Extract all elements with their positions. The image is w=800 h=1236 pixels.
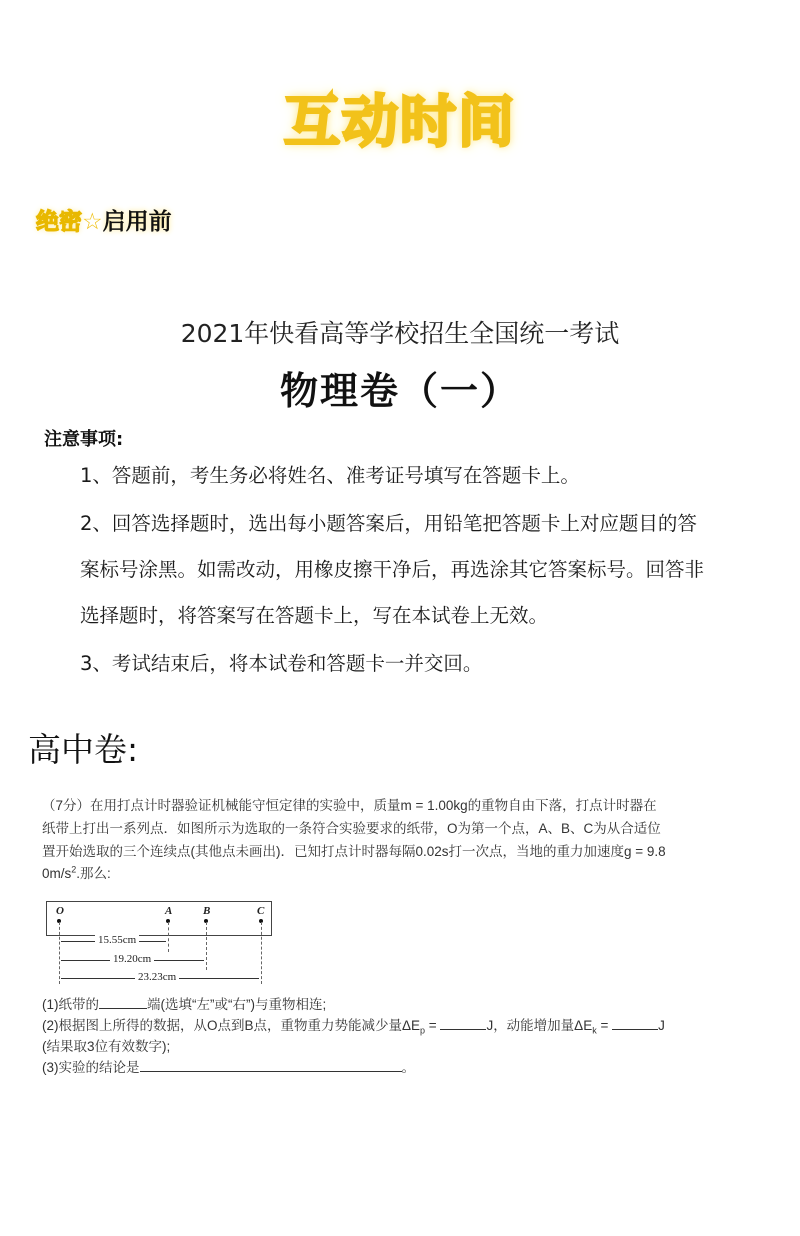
sub-question-3 <box>42 1056 415 1076</box>
subscript: p <box>420 1025 426 1036</box>
subscript: k <box>592 1025 597 1036</box>
point-label-o: O <box>56 905 64 917</box>
confidential-highlight: 绝密 <box>36 209 82 235</box>
question-line: 纸带上打出一系列点．如图所示为选取的一条符合实验要求的纸带，O为第一个点，A、B、C为从合适位 <box>42 821 661 836</box>
unit-text: 0m/s <box>42 866 72 881</box>
ticker-tape <box>46 901 272 936</box>
question-text: (1)纸带的 <box>42 997 99 1012</box>
question-text: = <box>425 1018 441 1033</box>
question-line <box>42 862 111 882</box>
paper-title: 物理卷（一） <box>279 369 520 413</box>
guide-line-a <box>168 922 169 952</box>
exam-title: 2021年快看高等学校招生全国统一考试 <box>180 319 620 348</box>
sub-question-2-note: (结果取3位有效数字); <box>42 1039 171 1054</box>
question-line: 置开始选取的三个连续点(其他点未画出)．已知打点计时器每隔0.02s打一次点，当地的重力加速度g = 9.8 <box>42 844 666 859</box>
question-text: (2)根据图上所得的数据，从O点到B点，重物重力势能减少量ΔE <box>42 1018 421 1033</box>
question-text: .那么: <box>76 866 111 881</box>
answer-blank[interactable] <box>99 996 147 1009</box>
guide-line-o <box>59 922 60 984</box>
distance-ob: 19.20cm <box>110 953 154 965</box>
star-icon: ☆ <box>82 209 103 235</box>
answer-blank[interactable] <box>612 1017 658 1030</box>
answer-blank[interactable] <box>140 1059 402 1072</box>
point-label-c: C <box>257 905 265 917</box>
question-text: 。 <box>401 1060 415 1075</box>
question-text: J <box>658 1018 665 1033</box>
point-label-b: B <box>203 905 211 917</box>
question-text: (3)实验的结论是 <box>42 1060 140 1075</box>
question-line: （7分）在用打点计时器验证机械能守恒定律的实验中，质量m = 1.00kg的重物自由下落，打点计时器在 <box>42 798 657 813</box>
note-line: 案标号涂黑。如需改动，用橡皮擦干净后，再选涂其它答案标号。回答非 <box>80 558 705 581</box>
question-text: J，动能增加量ΔE <box>486 1018 593 1033</box>
sub-question-1 <box>42 993 326 1013</box>
superscript: 2 <box>71 864 77 875</box>
note-line: 2、回答选择题时，选出每小题答案后，用铅笔把答题卡上对应题目的答 <box>80 512 697 535</box>
question-text: = <box>596 1018 613 1033</box>
confidential-text: 启用前 <box>102 209 172 235</box>
notes-heading: 注意事项: <box>44 429 124 450</box>
banner-title: 互动时间 <box>284 90 516 155</box>
distance-oc: 23.23cm <box>135 971 179 983</box>
distance-oa: 15.55cm <box>95 934 139 946</box>
question-text: 端(选填“左”或“右”)与重物相连; <box>147 997 327 1012</box>
section-title: 高中卷: <box>28 730 139 769</box>
sub-question-2 <box>42 1014 665 1036</box>
note-line: 3、考试结束后，将本试卷和答题卡一并交回。 <box>80 652 483 675</box>
note-line: 选择题时，将答案写在答题卡上，写在本试卷上无效。 <box>80 604 549 627</box>
answer-blank[interactable] <box>440 1017 486 1030</box>
guide-line-b <box>206 922 207 970</box>
guide-line-c <box>261 922 262 984</box>
note-line: 1、答题前，考生务必将姓名、准考证号填写在答题卡上。 <box>80 464 580 487</box>
confidential-label <box>36 203 172 236</box>
point-label-a: A <box>165 905 173 917</box>
